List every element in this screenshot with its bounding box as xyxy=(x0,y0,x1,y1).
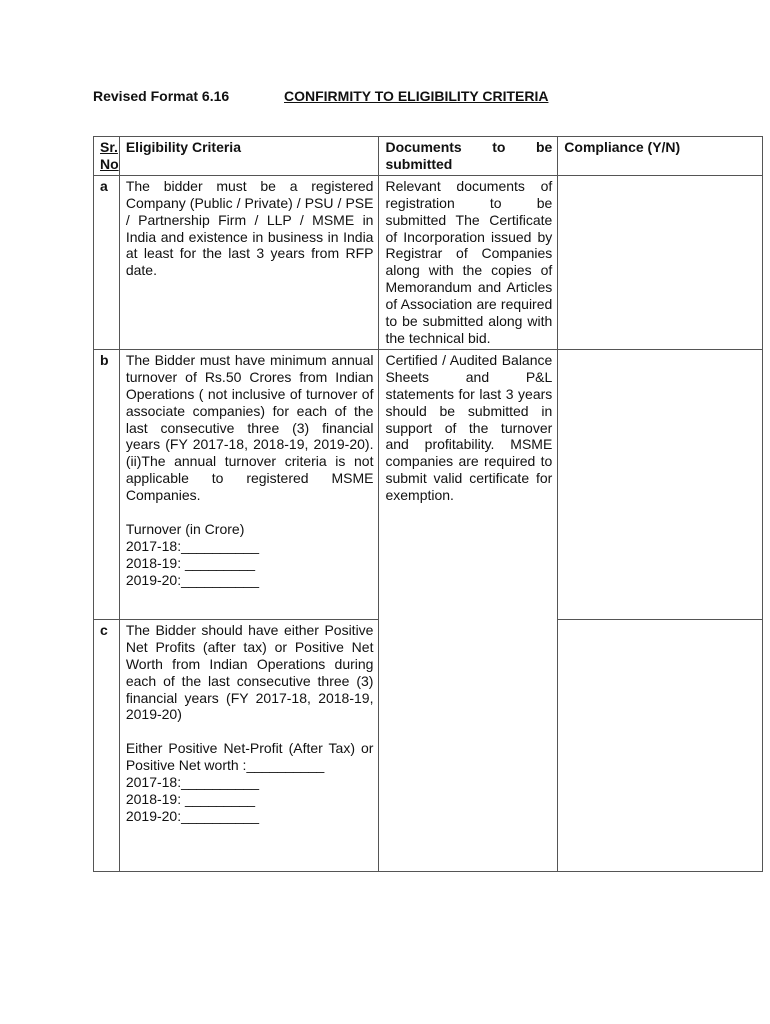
row-compliance[interactable] xyxy=(558,619,763,871)
row-criteria: The bidder must be a registered Company (Public / Private) / PSU / PSE / Partnership Firm / LLP / MSME in India and existence in business in India at least for the last 3 years from RFP date. xyxy=(119,175,379,349)
turnover-field: 2017-18:__________ xyxy=(125,537,259,554)
turnover-fields xyxy=(126,521,374,589)
networth-field: 2017-18:__________ xyxy=(125,774,259,791)
format-label: Revised Format 6.16 xyxy=(93,88,230,104)
turnover-label: Turnover (in Crore) xyxy=(125,521,245,538)
row-criteria-cell xyxy=(119,619,379,871)
row-sr: c xyxy=(94,619,120,871)
row-documents: Certified / Audited Balance Sheets and P&L statements for last 3 years should be submitted in support of the turnover and profitability. MSME companies are required to submit valid certificate for exemption. xyxy=(379,349,558,871)
header-documents xyxy=(379,137,558,176)
header-compliance: Compliance (Y/N) xyxy=(558,137,763,176)
table-row xyxy=(94,175,763,349)
row-sr: b xyxy=(94,349,120,619)
networth-field: 2018-19: _________ xyxy=(125,791,256,808)
turnover-field: 2019-20:__________ xyxy=(125,571,259,588)
row-compliance[interactable] xyxy=(558,349,763,619)
page-title: CONFIRMITY TO ELIGIBILITY CRITERIA xyxy=(284,88,549,104)
turnover-field: 2018-19: _________ xyxy=(125,554,256,571)
header-documents-word: Documents xyxy=(385,139,462,155)
table-row xyxy=(94,349,763,619)
row-documents: Relevant documents of registration to be submitted The Certificate of Incorporation issued by Registrar of Companies along with the copies of Memorandum and Articles of Association are required to be submitted along with the technical bid. xyxy=(379,175,558,349)
header-documents-word: submitted xyxy=(385,155,453,172)
row-sr: a xyxy=(94,175,120,349)
networth-label: Either Positive Net-Profit (After Tax) or Positive Net worth :__________ xyxy=(125,740,374,774)
row-criteria-cell xyxy=(119,349,379,619)
document-header xyxy=(93,88,548,104)
header-documents-word: be xyxy=(535,139,553,155)
header-documents-word: to xyxy=(492,139,506,155)
row-criteria: The Bidder should have either Positive Net Profits (after tax) or Positive Net Worth from Indian Operations during each of the last consecutive three (3) financial years (FY 2017-18, 2018-19, 2019-20) xyxy=(125,621,374,723)
networth-field: 2019-20:__________ xyxy=(125,807,259,824)
header-eligibility-criteria: Eligibility Criteria xyxy=(119,137,379,176)
row-compliance[interactable] xyxy=(558,175,763,349)
row-criteria: The Bidder must have minimum annual turnover of Rs.50 Crores from Indian Operations ( not inclusive of turnover of associate companies) for each of the last consecutive three (3) financial years (FY 2017-18, 2018-19, 2019-20). (ii)The annual turnover criteria is not applicable to registered MSME Companies. xyxy=(125,351,374,504)
networth-fields xyxy=(126,740,374,825)
eligibility-table xyxy=(93,136,763,872)
header-sr-no: Sr. No xyxy=(94,137,120,176)
table-header-row xyxy=(94,137,763,176)
